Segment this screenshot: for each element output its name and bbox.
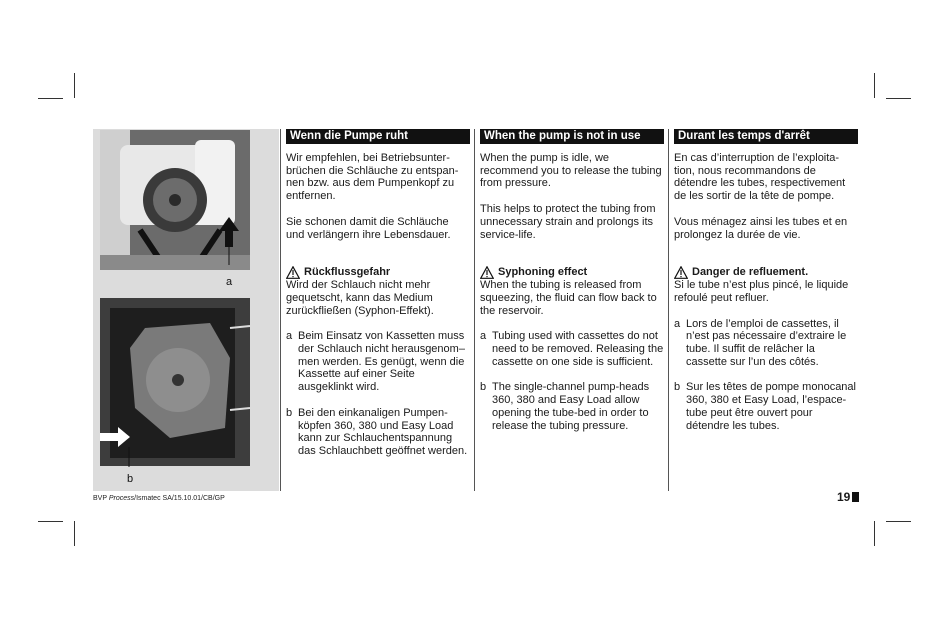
list-item: b Bei den einkanaligen Pumpen-köpfen 360, 380 und Easy Load kann zur Schlauchentspannung das Schlauchbett geöffnet werden. bbox=[286, 406, 468, 457]
crop-mark bbox=[38, 521, 63, 522]
column-french bbox=[674, 129, 858, 445]
crop-mark bbox=[886, 521, 911, 522]
image-label-a: a bbox=[226, 276, 233, 288]
list-item: a Tubing used with cassettes do not need to be removed. Releasing the cassette on one side is sufficient. bbox=[480, 330, 664, 368]
section-header: Durant les temps d'arrêt bbox=[674, 129, 858, 144]
warning-text: When the tubing is released from squeezing, the fluid can flow back to the reservoir. bbox=[480, 279, 657, 317]
column-english bbox=[480, 129, 664, 445]
intro-text: When the pump is idle, we recommend you to release the tubing from pressure. bbox=[480, 152, 662, 190]
crop-mark bbox=[886, 98, 911, 99]
footer-credit: BVP Process/Ismatec SA/15.10.01/CB/GP bbox=[93, 495, 225, 502]
crop-mark bbox=[874, 521, 875, 546]
intro-text-2: This helps to protect the tubing from unnecessary strain and prolongs its service-life. bbox=[480, 203, 656, 241]
warning-heading bbox=[480, 266, 664, 279]
warning-text: Si le tube n’est plus pincé, le liquide refoulé peut refluer. bbox=[674, 279, 849, 304]
intro-text: En cas d’interruption de l’exploita-tion, nous recommandons de détendre les tubes, respectivement de les sortir de la tête de pompe. bbox=[674, 152, 846, 203]
warning-heading bbox=[286, 266, 470, 279]
image-label-b: b bbox=[127, 473, 134, 485]
crop-mark bbox=[874, 73, 875, 98]
intro-text-2: Vous ménagez ainsi les tubes et en prolongez la durée de vie. bbox=[674, 215, 848, 241]
warning-title: Danger de refluement. bbox=[692, 266, 809, 279]
list-item: b Sur les têtes de pompe monocanal 360, 380 et Easy Load, l’espace-tube peut être ouvert pour détendre les tubes. bbox=[674, 381, 856, 432]
page-number: 19 bbox=[837, 490, 859, 504]
list-item: b The single-channel pump-heads 360, 380 and Easy Load allow opening the tube-bed in order to release the tubing pressure. bbox=[480, 381, 650, 432]
intro-text-2: Sie schonen damit die Schläuche und verlängern ihre Lebensdauer. bbox=[286, 215, 451, 241]
warning-triangle-icon bbox=[480, 266, 494, 279]
intro-text: Wir empfehlen, bei Betriebsunter-brüchen die Schläuche zu entspan-nen bzw. aus dem Pumpenkopf zu entfernen. bbox=[286, 152, 459, 203]
warning-heading bbox=[674, 266, 858, 279]
list-item: a Lors de l’emploi de cassettes, il n’est pas nécessaire d’extraire le tube. Il suffit de relâcher la cassette sur l’un des côtés. bbox=[674, 317, 847, 368]
crop-mark bbox=[74, 73, 75, 98]
crop-mark bbox=[38, 98, 63, 99]
warning-triangle-icon bbox=[286, 266, 300, 279]
list-item: a Beim Einsatz von Kassetten muss der Schlauch nicht herausgenom–men werden. Es genügt, wenn die Kassette auf einer Seite ausgeklinkt wird. bbox=[286, 330, 465, 394]
crop-mark bbox=[74, 521, 75, 546]
column-divider bbox=[668, 129, 669, 491]
arrow-up-icon bbox=[219, 217, 239, 265]
arrow-right-icon bbox=[100, 427, 134, 467]
column-divider bbox=[474, 129, 475, 491]
warning-title: Rückflussgefahr bbox=[304, 266, 391, 279]
column-divider bbox=[280, 129, 281, 491]
warning-title: Syphoning effect bbox=[498, 266, 588, 279]
page-marker bbox=[852, 492, 859, 502]
warning-triangle-icon bbox=[674, 266, 688, 279]
section-header: Wenn die Pumpe ruht bbox=[286, 129, 470, 144]
warning-text: Wird der Schlauch nicht mehr gequetscht, kann das Medium zurückfließen (Syphon-Effekt). bbox=[286, 279, 434, 317]
section-header: When the pump is not in use bbox=[480, 129, 664, 144]
column-german bbox=[286, 129, 470, 471]
